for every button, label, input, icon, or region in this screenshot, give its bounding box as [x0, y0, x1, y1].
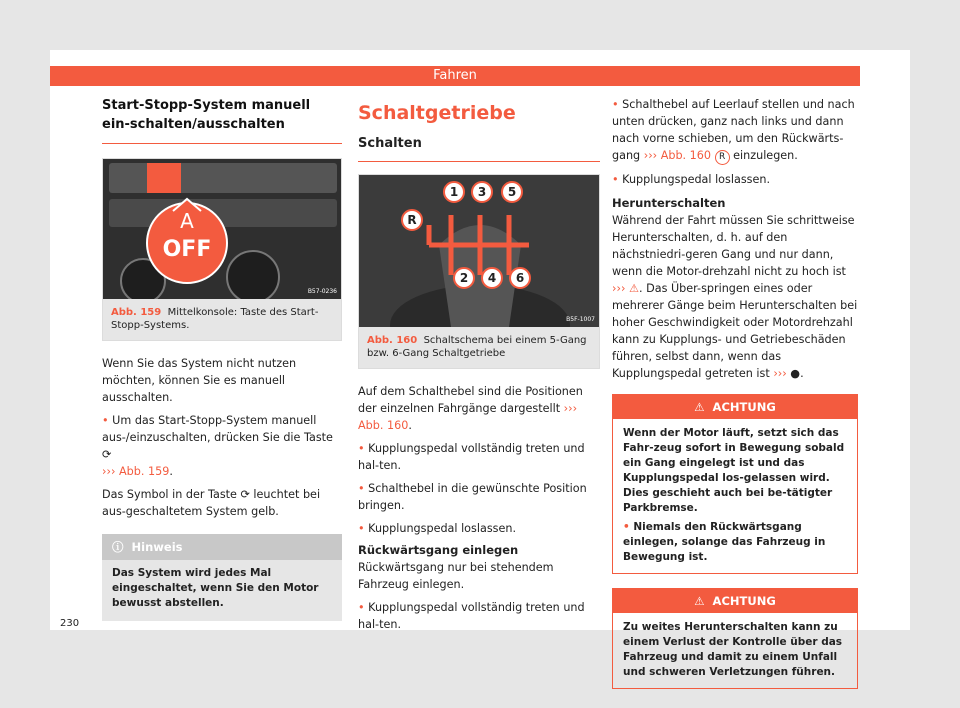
- subheading: Rückwärtsgang einlegen: [358, 543, 519, 557]
- figure-160: [358, 174, 600, 369]
- gear-label-2: 2: [453, 267, 475, 289]
- gear-image: [359, 175, 599, 327]
- a-symbol: A: [180, 209, 194, 233]
- gear-label-4: 4: [481, 267, 503, 289]
- chapter-title: Schaltgetriebe: [358, 102, 516, 124]
- warning-box-2: [612, 588, 858, 689]
- start-stop-icon: ⟳: [102, 448, 112, 461]
- chevron-icon: ›››: [102, 465, 116, 478]
- section-title: Start-Stopp-System manuell ein-schalten/ausschalten: [102, 96, 342, 144]
- gear-label-1: 1: [443, 181, 465, 203]
- hint-text: Das System wird jedes Mal eingeschaltet, wenn Sie den Motor bewusst abstellen.: [112, 567, 319, 609]
- paragraph: Während der Fahrt müssen Sie schrittweise Herunterschalten, d. h. auf den nächstniedri-geren Gang und nur dann, wenn die Motor-drehzahl nicht zu hoch ist ››› ⚠. Das Über-springen eines oder mehrerer Gänge beim Herunterschalten bei hoher Geschwindigkeit oder Motordrehzahl kann zu Kupplungs- und Getriebeschäden führen, selbst dann, wenn das Kupplungspedal getreten ist ››› ●.: [612, 214, 858, 380]
- figure-caption: [359, 327, 599, 368]
- gear-r-badge: R: [715, 150, 730, 165]
- gear-label-6: 6: [509, 267, 531, 289]
- gear-label-r: R: [401, 209, 423, 231]
- warning-header: ⚠ ACHTUNG: [613, 395, 857, 419]
- bullet-item: • Schalthebel auf Leerlauf stellen und nach unten drücken, ganz nach links und dann nach vorne schieben, um den Rückwärts-gang ››› Abb. 160 R einzulegen.: [612, 96, 858, 165]
- column-right: [612, 96, 858, 703]
- figure-link[interactable]: Abb. 159: [118, 465, 170, 478]
- warning-text: Zu weites Herunterschalten kann zu einem Verlust der Kontrolle über das Fahrzeug und damit zu einem Unfall und schweren Verletzungen führen.: [623, 621, 843, 678]
- start-stop-icon: ⟳: [240, 488, 250, 501]
- console-image: [103, 159, 341, 299]
- chevron-icon: ›››: [643, 149, 658, 162]
- figure-text: Schaltschema bei einem 5-Gang bzw. 6-Gang Schaltgetriebe: [367, 335, 587, 359]
- paragraph: Rückwärtsgang nur bei stehendem Fahrzeug einlegen.: [358, 561, 554, 591]
- figure-159: [102, 158, 342, 341]
- bullet-item: • Kupplungspedal vollständig treten und hal-ten.: [358, 601, 585, 631]
- figure-caption: [103, 299, 341, 340]
- gear-label-5: 5: [501, 181, 523, 203]
- chevron-icon: ›››: [773, 367, 787, 380]
- warning-icon: ⚠: [694, 594, 705, 608]
- warning-icon[interactable]: ⚠: [628, 282, 640, 295]
- gear-label-3: 3: [471, 181, 493, 203]
- hint-header: ⓘ Hinweis: [102, 534, 342, 560]
- figure-number: Abb. 160: [367, 335, 418, 346]
- hint-box: [102, 534, 342, 621]
- figure-link[interactable]: Abb. 160: [358, 419, 409, 432]
- figure-link[interactable]: Abb. 160: [660, 149, 712, 162]
- subheading: Herunterschalten: [612, 196, 726, 210]
- warning-text: Wenn der Motor läuft, setzt sich das Fahr-zeug sofort in Bewegung sobald ein Gang eingelegt ist und das Kupplungspedal los-gelassen wird. Dies geschieht auch bei be-tätigter Parkbremse. • Niemals den Rückwärtsgang einlegen, solange das Fahrzeug in Bewegung ist.: [623, 427, 845, 563]
- chevron-icon: ›››: [563, 402, 578, 415]
- bullet-item: • Um das Start-Stopp-System manuell aus-/einzuschalten, drücken Sie die Taste ⟳ ››› Abb. 159.: [102, 414, 333, 478]
- figure-code: B57-0236: [307, 288, 337, 295]
- info-bullet-icon[interactable]: ●: [790, 367, 801, 380]
- bullet-item: • Schalthebel in die gewünschte Position bringen.: [358, 482, 587, 512]
- chapter-header: Fahren: [50, 66, 860, 86]
- paragraph: Das Symbol in der Taste ⟳ leuchtet bei aus-geschaltetem System gelb.: [102, 488, 321, 518]
- bullet-item: • Kupplungspedal vollständig treten und hal-ten.: [358, 442, 585, 472]
- warning-box-1: [612, 394, 858, 574]
- off-label: OFF: [162, 237, 212, 262]
- subsection-title: Schalten: [358, 136, 600, 162]
- figure-number: Abb. 159: [111, 307, 162, 318]
- warning-header: ⚠ ACHTUNG: [613, 589, 857, 613]
- figure-text: Mittelkonsole: Taste des Start-Stopp-Systems.: [111, 307, 319, 331]
- bullet-item: • Kupplungspedal loslassen.: [612, 173, 771, 186]
- column-start-stopp: [102, 96, 342, 621]
- figure-code: B5F-1007: [566, 316, 595, 323]
- page-number: 230: [60, 618, 80, 629]
- info-icon: ⓘ: [112, 540, 124, 554]
- chevron-icon: ›››: [612, 282, 626, 295]
- bullet-item: • Kupplungspedal loslassen.: [358, 522, 517, 535]
- warning-icon: ⚠: [694, 400, 705, 414]
- paragraph: Auf dem Schalthebel sind die Positionen der einzelnen Fahrgänge dargestellt ››› Abb. 160.: [358, 385, 583, 432]
- paragraph: Wenn Sie das System nicht nutzen möchten, können Sie es manuell ausschalten.: [102, 357, 297, 404]
- console-illustration: [103, 159, 341, 299]
- column-schaltgetriebe: [358, 96, 600, 639]
